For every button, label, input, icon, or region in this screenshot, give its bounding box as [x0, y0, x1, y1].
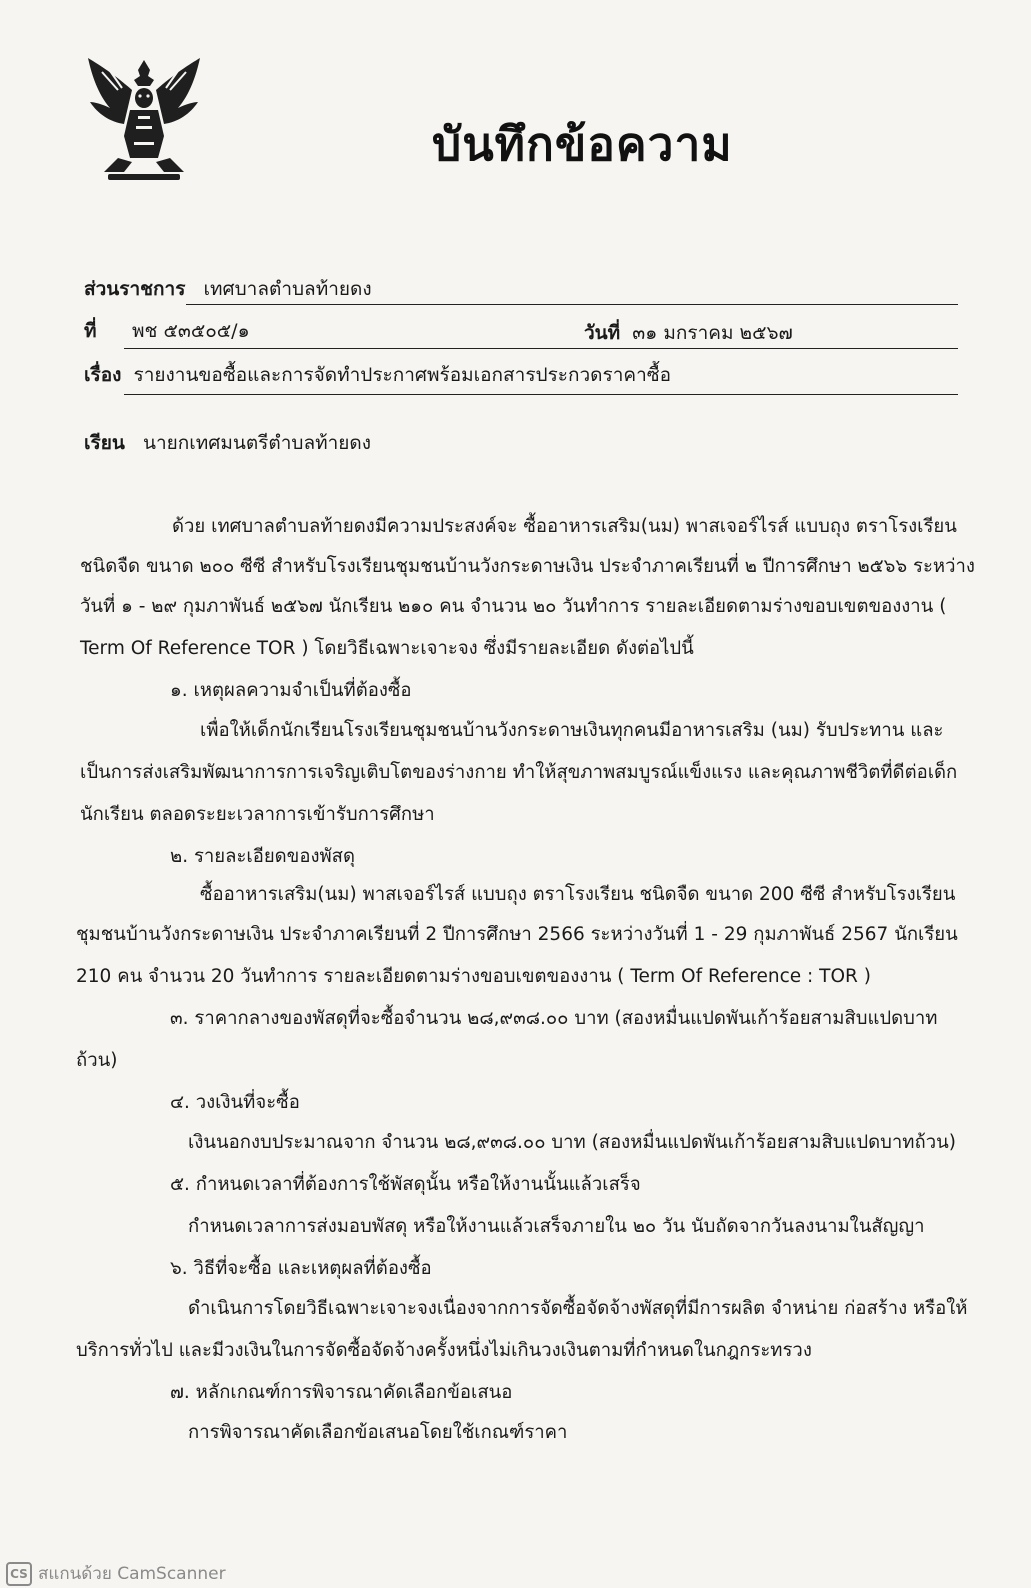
to-row: [84, 428, 371, 458]
section-5-heading: ๕. กำหนดเวลาที่ต้องการใช้พัสดุนั้น หรือให้งานนั้นแล้วเสร็จ: [170, 1174, 641, 1195]
section-2-heading: ๒. รายละเอียดของพัสดุ: [170, 846, 355, 867]
section-4-line: เงินนอกงบประมาณจาก จำนวน ๒๘,๙๓๘.๐๐ บาท (สองหมื่นแปดพันเก้าร้อยสามสิบแปดบาทถ้วน): [188, 1132, 956, 1153]
date-label: วันที่: [584, 322, 621, 344]
section-7-heading: ๗. หลักเกณฑ์การพิจารณาคัดเลือกข้อเสนอ: [170, 1382, 513, 1403]
section-6-heading: ๖. วิธีที่จะซื้อ และเหตุผลที่ต้องซื้อ: [170, 1258, 432, 1279]
camscanner-logo-icon: CS: [6, 1562, 32, 1586]
agency-label: ส่วนราชการ: [84, 278, 186, 300]
intro-line-3: วันที่ ๑ - ๒๙ กุมภาพันธ์ ๒๕๖๗ นักเรียน ๒๑๐ คน จำนวน ๒๐ วันทำการ รายละเอียดตามร่างขอบเขตของงาน (: [80, 596, 947, 617]
ref-value: พช ๕๓๕๐๕/๑: [132, 320, 250, 342]
section-5-line: กำหนดเวลาการส่งมอบพัสดุ หรือให้งานแล้วเสร็จภายใน ๒๐ วัน นับถัดจากวันลงนามในสัญญา: [188, 1216, 925, 1237]
to-label: เรียน: [84, 432, 125, 454]
ref-label: ที่: [84, 320, 97, 342]
section-3-line-1: ๓. ราคากลางของพัสดุที่จะซื้อจำนวน ๒๘,๙๓๘.๐๐ บาท (สองหมื่นแปดพันเก้าร้อยสามสิบแปดบาท: [170, 1008, 938, 1029]
camscanner-text: สแกนด้วย CamScanner: [38, 1564, 226, 1584]
subject-row: [84, 360, 671, 390]
section-2-line-1: ซื้ออาหารเสริม(นม) พาสเจอร์ไรส์ แบบถุง ตราโรงเรียน ชนิดจืด ขนาด 200 ซีซี สำหรับโรงเรียน: [200, 884, 956, 905]
agency-underline: [186, 304, 958, 305]
section-2-line-3: 210 คน จำนวน 20 วันทำการ รายละเอียดตามร่างขอบเขตของงาน ( Term Of Reference : TOR ): [76, 966, 871, 987]
section-6-line-1: ดำเนินการโดยวิธีเฉพาะเจาะจงเนื่องจากการจัดซื้อจัดจ้างพัสดุที่มีการผลิต จำหน่าย ก่อสร้าง หรือให้: [188, 1298, 968, 1319]
ref-date-underline: [124, 348, 958, 349]
date-row: [584, 318, 793, 348]
section-6-line-2: บริการทั่วไป และมีวงเงินในการจัดซื้อจัดจ้างครั้งหนึ่งไม่เกินวงเงินตามที่กำหนดในกฎกระทรวง: [76, 1340, 812, 1361]
intro-line-1: ด้วย เทศบาลตำบลท้ายดงมีความประสงค์จะ ซื้ออาหารเสริม(นม) พาสเจอร์ไรส์ แบบถุง ตราโรงเรียน: [172, 516, 957, 537]
subject-value: รายงานขอซื้อและการจัดทำประกาศพร้อมเอกสารประกวดราคาซื้อ: [133, 364, 672, 386]
garuda-emblem-icon: [84, 54, 204, 186]
section-1-line-1: เพื่อให้เด็กนักเรียนโรงเรียนชุมชนบ้านวังกระดาษเงินทุกคนมีอาหารเสริม (นม) รับประทาน และ: [200, 720, 944, 741]
date-value: ๓๑ มกราคม ๒๕๖๗: [632, 322, 793, 344]
camscanner-watermark: [6, 1560, 226, 1587]
subject-underline: [124, 394, 958, 395]
intro-line-4: Term Of Reference TOR ) โดยวิธีเฉพาะเจาะจง ซึ่งมีรายละเอียด ดังต่อไปนี้: [80, 638, 694, 659]
agency-value: เทศบาลตำบลท้ายดง: [203, 278, 372, 300]
section-3-line-2: ถ้วน): [76, 1050, 118, 1071]
to-value: นายกเทศมนตรีตำบลท้ายดง: [142, 432, 372, 454]
memo-title: บันทึกข้อความ: [432, 117, 733, 171]
intro-line-2: ชนิดจืด ขนาด ๒๐๐ ซีซี สำหรับโรงเรียนชุมชนบ้านวังกระดาษเงิน ประจำภาคเรียนที่ ๒ ปีการศึกษา ๒๕๖๖ ระหว่าง: [80, 556, 975, 577]
section-7-line: การพิจารณาคัดเลือกข้อเสนอโดยใช้เกณฑ์ราคา: [188, 1422, 568, 1443]
section-2-line-2: ชุมชนบ้านวังกระดาษเงิน ประจำภาคเรียนที่ 2 ปีการศึกษา 2566 ระหว่างวันที่ 1 - 29 กุมภาพันธ์ 2567 นักเรียน: [76, 924, 958, 945]
ref-row: [84, 316, 97, 346]
section-1-heading: ๑. เหตุผลความจำเป็นที่ต้องซื้อ: [170, 680, 412, 701]
subject-label: เรื่อง: [84, 364, 122, 386]
section-1-line-2: เป็นการส่งเสริมพัฒนาการการเจริญเติบโตของร่างกาย ทำให้สุขภาพสมบูรณ์แข็งแรง และคุณภาพชีวิตที่ดีต่อเด็ก: [80, 762, 958, 783]
section-1-line-3: นักเรียน ตลอดระยะเวลาการเข้ารับการศึกษา: [80, 804, 435, 825]
section-4-heading: ๔. วงเงินที่จะซื้อ: [170, 1092, 300, 1113]
agency-row: [84, 274, 372, 304]
